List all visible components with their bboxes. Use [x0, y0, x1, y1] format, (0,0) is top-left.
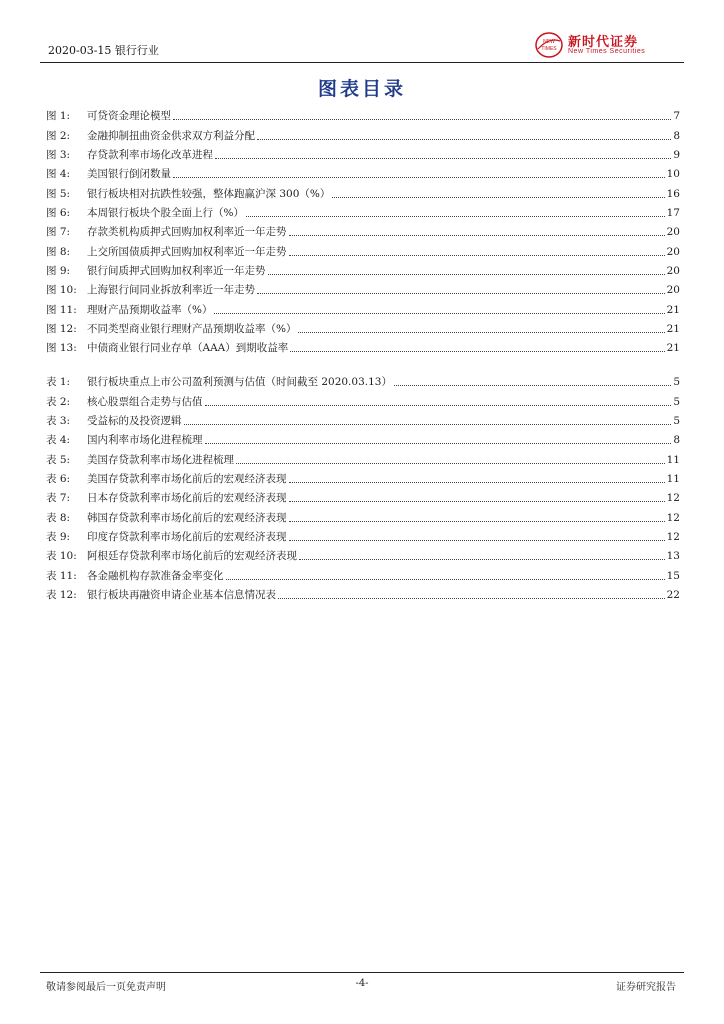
table-entry-leader: [289, 540, 665, 541]
figure-entry-leader: [257, 293, 665, 294]
figure-entry-number: 图 13:: [46, 342, 77, 355]
table-entry-title: 银行板块再融资申请企业基本信息情况表: [87, 588, 276, 601]
figure-entry-page: 20: [666, 264, 680, 277]
table-entry-number: 表 11:: [46, 569, 77, 582]
figure-entry-title: 银行间质押式回购加权利率近一年走势: [87, 264, 266, 277]
table-entry-leader: [289, 501, 665, 502]
table-entry-title: 美国存贷款利率市场化前后的宏观经济表现: [87, 472, 287, 485]
table-entry-title: 银行板块重点上市公司盈利预测与估值（时间截至 2020.03.13）: [87, 376, 392, 389]
figure-entry[interactable]: [46, 317, 680, 336]
figure-entry-leader: [290, 351, 664, 352]
table-entry-page: 5: [673, 414, 680, 427]
svg-text:TIMES: TIMES: [541, 46, 557, 52]
figure-entry-leader: [268, 274, 665, 275]
figure-entry-page: 21: [666, 303, 680, 316]
table-entry-leader: [205, 443, 672, 444]
table-entry-leader: [289, 482, 665, 483]
table-entry-page: 12: [666, 492, 680, 505]
logo-badge-icon: [534, 31, 564, 59]
table-list: [46, 370, 680, 602]
table-entry-number: 表 8:: [46, 511, 71, 524]
table-entry-number: 表 4:: [46, 434, 71, 447]
figure-entry[interactable]: [46, 104, 680, 123]
table-entry[interactable]: [46, 409, 680, 428]
table-entry-page: 8: [673, 434, 680, 447]
figure-entry-number: 图 2:: [46, 129, 71, 142]
table-entry-page: 12: [666, 511, 680, 524]
table-entry-number: 表 9:: [46, 530, 71, 543]
figure-entry[interactable]: [46, 143, 680, 162]
table-entry[interactable]: [46, 563, 680, 582]
table-entry-leader: [289, 521, 665, 522]
figure-entry-leader: [173, 177, 665, 178]
figure-entry-page: 10: [666, 168, 680, 181]
table-entry[interactable]: [46, 544, 680, 563]
figure-entry[interactable]: [46, 297, 680, 316]
figure-entry-leader: [215, 158, 671, 159]
toc-title: 图表目录: [317, 78, 406, 100]
figure-entry-title: 上交所国债质押式回购加权利率近一年走势: [87, 245, 287, 258]
figure-entry-page: 20: [666, 245, 680, 258]
figure-entry[interactable]: [46, 162, 680, 181]
table-entry[interactable]: [46, 428, 680, 447]
table-entry-title: 国内利率市场化进程梳理: [87, 434, 203, 447]
table-entry[interactable]: [46, 525, 680, 544]
table-entry-title: 受益标的及投资逻辑: [87, 414, 182, 427]
header-date-section: 2020-03-15 银行行业: [48, 44, 159, 57]
figure-entry-leader: [298, 332, 664, 333]
figure-entry-page: 16: [666, 187, 680, 200]
figure-entry-number: 图 1:: [46, 110, 71, 123]
table-entry-page: 5: [673, 376, 680, 389]
table-entry-page: 22: [666, 588, 680, 601]
figure-entry-title: 理财产品预期收益率（%）: [87, 303, 213, 316]
logo-english-name: New Times Securities: [568, 48, 646, 55]
figure-entry-leader: [289, 235, 665, 236]
svg-text:NEW: NEW: [543, 39, 555, 45]
figure-entry[interactable]: [46, 220, 680, 239]
company-logo: [534, 30, 684, 60]
figure-entry-page: 21: [666, 342, 680, 355]
figure-entry-title: 不同类型商业银行理财产品预期收益率（%）: [87, 322, 297, 335]
figure-entry[interactable]: [46, 336, 680, 355]
table-entry-page: 13: [666, 550, 680, 563]
table-entry-number: 表 10:: [46, 550, 77, 563]
page-header: [40, 30, 684, 63]
figure-entry-leader: [332, 197, 664, 198]
footer-disclaimer: 敬请参阅最后一页免责声明: [46, 982, 166, 993]
table-entry-title: 核心股票组合走势与估值: [87, 395, 203, 408]
table-entry-title: 印度存贷款利率市场化前后的宏观经济表现: [87, 530, 287, 543]
figure-entry-page: 17: [666, 206, 680, 219]
figure-entry-page: 7: [673, 110, 680, 123]
figure-list: [46, 104, 680, 355]
figure-entry-title: 存贷款利率市场化改革进程: [87, 148, 213, 161]
figure-entry-title: 中债商业银行同业存单（AAA）到期收益率: [87, 342, 289, 355]
table-entry[interactable]: [46, 370, 680, 389]
figure-entry[interactable]: [46, 123, 680, 142]
figure-entry-number: 图 6:: [46, 206, 71, 219]
figure-entry-leader: [246, 216, 665, 217]
figure-entry-page: 9: [673, 148, 680, 161]
figure-entry-leader: [257, 139, 671, 140]
table-entry-number: 表 7:: [46, 492, 71, 505]
table-entry[interactable]: [46, 486, 680, 505]
figure-entry[interactable]: [46, 181, 680, 200]
figure-entry-leader: [214, 313, 664, 314]
figure-entry-number: 图 5:: [46, 187, 71, 200]
figure-entry-title: 存款类机构质押式回购加权利率近一年走势: [87, 226, 287, 239]
figure-entry-page: 8: [673, 129, 680, 142]
table-entry[interactable]: [46, 467, 680, 486]
table-entry-page: 12: [666, 530, 680, 543]
figure-entry-number: 图 4:: [46, 168, 71, 181]
figure-entry-number: 图 8:: [46, 245, 71, 258]
figure-entry[interactable]: [46, 278, 680, 297]
table-entry-number: 表 5:: [46, 453, 71, 466]
figure-entry-title: 上海银行间同业拆放利率近一年走势: [87, 284, 255, 297]
footer-report-type: 证券研究报告: [616, 982, 676, 993]
table-entry-title: 阿根廷存贷款利率市场化前后的宏观经济表现: [87, 550, 297, 563]
table-entry-number: 表 1:: [46, 376, 71, 389]
table-entry-title: 韩国存贷款利率市场化前后的宏观经济表现: [87, 511, 287, 524]
table-entry-title: 各金融机构存款准备金率变化: [87, 569, 224, 582]
figure-entry-title: 金融抑制扭曲资金供求双方利益分配: [87, 129, 255, 142]
table-entry-page: 11: [666, 472, 680, 485]
table-entry-page: 15: [666, 569, 680, 582]
table-entry-page: 11: [666, 453, 680, 466]
footer-page-number: -4-: [355, 978, 369, 989]
table-entry-number: 表 6:: [46, 472, 71, 485]
table-entry-number: 表 12:: [46, 588, 77, 601]
table-entry-number: 表 3:: [46, 414, 71, 427]
figure-entry-page: 21: [666, 322, 680, 335]
table-entry[interactable]: [46, 389, 680, 408]
table-entry-leader: [226, 579, 665, 580]
figure-entry-number: 图 9:: [46, 264, 71, 277]
table-entry[interactable]: [46, 505, 680, 524]
figure-entry-title: 美国银行倒闭数量: [87, 168, 171, 181]
table-entry-number: 表 2:: [46, 395, 71, 408]
figure-entry[interactable]: [46, 259, 680, 278]
table-entry[interactable]: [46, 447, 680, 466]
figure-entry[interactable]: [46, 239, 680, 258]
figure-entry-title: 银行板块相对抗跌性较强，整体跑赢沪深 300（%）: [87, 187, 331, 200]
table-entry-title: 美国存贷款利率市场化进程梳理: [87, 453, 234, 466]
figure-entry-title: 本周银行板块个股全面上行（%）: [87, 206, 244, 219]
logo-chinese-name: 新时代证券: [568, 35, 639, 50]
figure-entry-page: 20: [666, 226, 680, 239]
figure-entry-leader: [289, 255, 665, 256]
table-entry-page: 5: [673, 395, 680, 408]
table-entry-leader: [205, 405, 672, 406]
figure-entry-number: 图 7:: [46, 226, 71, 239]
figure-entry-number: 图 10:: [46, 284, 77, 297]
figure-entry-number: 图 11:: [46, 303, 77, 316]
figure-entry-leader: [173, 119, 671, 120]
table-entry-title: 日本存贷款利率市场化前后的宏观经济表现: [87, 492, 287, 505]
page-footer: [40, 972, 684, 995]
figure-entry-title: 可贷资金理论模型: [87, 110, 171, 123]
figure-entry-number: 图 3:: [46, 148, 71, 161]
table-entry-leader: [278, 598, 665, 599]
table-entry[interactable]: [46, 583, 680, 602]
figure-entry-number: 图 12:: [46, 322, 77, 335]
table-entry-leader: [299, 559, 665, 560]
table-entry-leader: [236, 463, 665, 464]
table-entry-leader: [184, 424, 672, 425]
figure-entry[interactable]: [46, 201, 680, 220]
table-entry-leader: [394, 385, 671, 386]
figure-entry-page: 20: [666, 284, 680, 297]
